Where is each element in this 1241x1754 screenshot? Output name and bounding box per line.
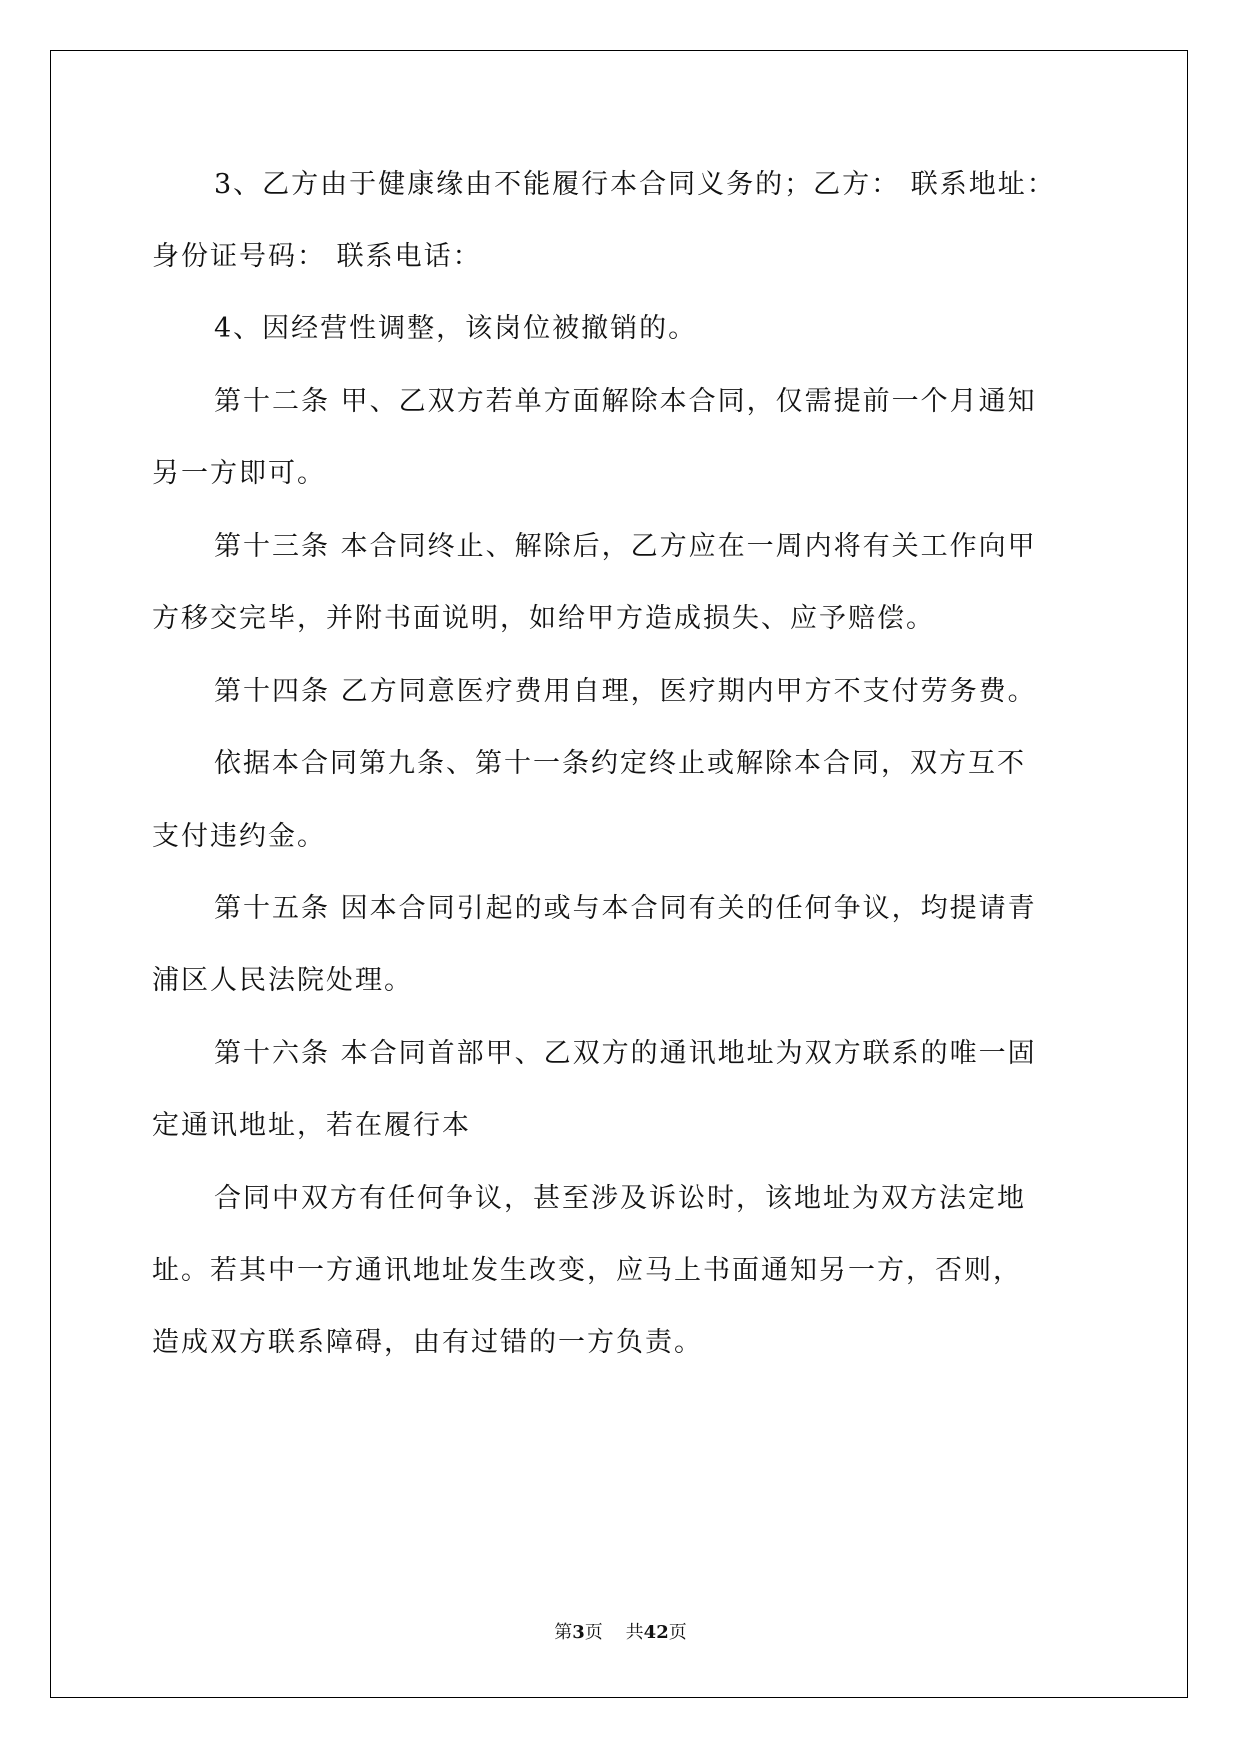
page-footer — [0, 1618, 1241, 1644]
page-border — [50, 50, 1188, 1698]
total-pages: 42 — [643, 1622, 669, 1643]
total-prefix: 共 — [625, 1622, 644, 1643]
text-line: 支付违约金。 — [152, 821, 326, 852]
text-line: 另一方即可。 — [152, 458, 326, 489]
text-line: 第十二条 甲、乙双方若单方面解除本合同，仅需提前一个月通知 — [214, 386, 1037, 417]
text-line: 造成双方联系障碍，由有过错的一方负责。 — [152, 1327, 703, 1358]
text-line: 依据本合同第九条、第十一条约定终止或解除本合同，双方互不 — [214, 748, 1026, 779]
text-line: 3、乙方由于健康缘由不能履行本合同义务的；乙方： 联系地址： — [214, 169, 1056, 200]
text-line: 第十五条 因本合同引起的或与本合同有关的任何争议，均提请青 — [214, 893, 1037, 924]
page-number: 3 — [572, 1622, 585, 1643]
text-line: 第十六条 本合同首部甲、乙双方的通讯地址为双方联系的唯一固 — [214, 1038, 1037, 1069]
text-line: 第十三条 本合同终止、解除后，乙方应在一周内将有关工作向甲 — [214, 531, 1037, 562]
page-suffix: 页 — [584, 1622, 603, 1643]
text-line: 第十四条 乙方同意医疗费用自理，医疗期内甲方不支付劳务费。 — [214, 676, 1037, 707]
page-prefix: 第 — [554, 1622, 573, 1643]
text-line: 合同中双方有任何争议，甚至涉及诉讼时，该地址为双方法定地 — [214, 1183, 1026, 1214]
text-line: 身份证号码： 联系电话： — [152, 241, 482, 272]
total-suffix: 页 — [668, 1622, 687, 1643]
text-line: 4、因经营性调整，该岗位被撤销的。 — [214, 313, 698, 344]
text-line: 浦区人民法院处理。 — [152, 965, 413, 996]
text-line: 址。若其中一方通讯地址发生改变，应马上书面通知另一方，否则， — [152, 1255, 1022, 1286]
text-line: 定通讯地址，若在履行本 — [152, 1110, 471, 1141]
text-line: 方移交完毕，并附书面说明，如给甲方造成损失、应予赔偿。 — [152, 603, 935, 634]
